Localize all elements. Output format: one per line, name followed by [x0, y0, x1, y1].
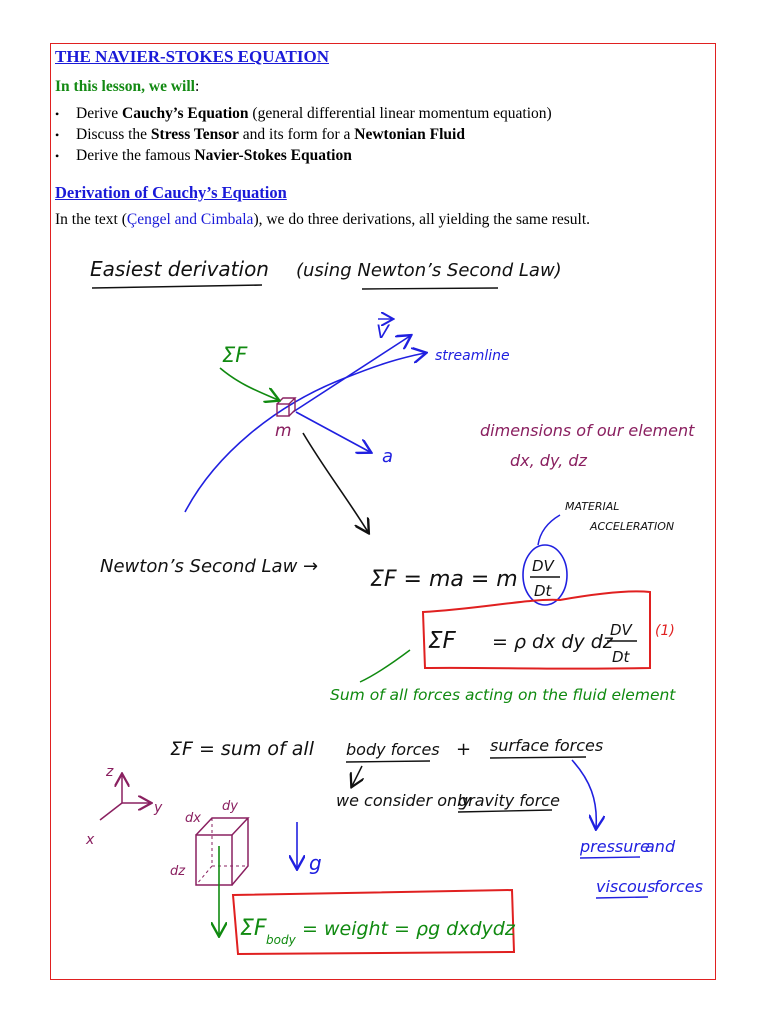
dx-label: dx: [185, 811, 201, 826]
plus-sign: +: [456, 739, 472, 760]
force-decomposition: ΣF = sum of all: [170, 738, 314, 760]
gravity-force-label: gravity force: [458, 791, 560, 810]
section-heading: Derivation of Cauchy’s Equation: [55, 183, 287, 202]
velocity-label: V: [376, 321, 389, 343]
surface-forces-label: surface forces: [490, 736, 604, 755]
easiest-derivation-note: Easiest derivation: [90, 257, 269, 281]
derivation-arrow: [303, 433, 368, 532]
weight-equation: = weight = ρg dxdydz: [302, 918, 515, 940]
underline: [596, 897, 648, 898]
material-label: MATERIAL: [565, 500, 620, 513]
objective-emphasis: Navier-Stokes Equation: [194, 147, 352, 164]
dv-numerator: DV: [532, 557, 554, 575]
pointer-line: [360, 650, 410, 682]
sentence-text: In the text (: [55, 211, 127, 228]
body-force-arrow: [352, 766, 362, 786]
underline: [458, 810, 552, 812]
underline: [490, 757, 586, 758]
momentum-equation: ΣF = ma = m: [370, 567, 518, 592]
sentence-text: ), we do three derivations, all yielding the same result.: [253, 211, 591, 228]
dimensions-note: dimensions of our element: [480, 421, 695, 440]
objective-text: Derive the famous: [76, 147, 195, 164]
dv-numerator: DV: [610, 621, 632, 639]
equation-1-lhs: ΣF: [428, 628, 456, 654]
objective-text: (general differential linear momentum equation): [248, 105, 552, 122]
consider-note: we consider only: [336, 791, 472, 810]
objective-text: Derive: [76, 105, 123, 122]
streamline-curve: [185, 353, 425, 512]
objective-emphasis: Stress Tensor: [150, 126, 239, 143]
objective-text: and its form for a: [238, 126, 355, 143]
intro-colon: :: [194, 78, 200, 95]
acceleration-caption: ACCELERATION: [590, 520, 675, 533]
objective-emphasis: Newtonian Fluid: [354, 126, 465, 143]
y-axis-label: y: [154, 800, 163, 816]
underline: [92, 285, 262, 288]
document-title: THE NAVIER-STOKES EQUATION: [55, 47, 329, 66]
equation-1-rhs: = ρ dx dy dz: [492, 631, 613, 653]
dt-denominator: Dt: [534, 582, 552, 600]
z-axis-label: z: [106, 764, 114, 780]
streamline-label: streamline: [435, 348, 510, 364]
mass-label: m: [275, 421, 292, 441]
intro-label: In this lesson, we will: [55, 78, 195, 95]
newton-second-law-note: Newton’s Second Law →: [100, 556, 319, 577]
dt-denominator: Dt: [612, 648, 630, 666]
underline: [362, 288, 498, 289]
pressure-label: pressure: [580, 837, 650, 856]
surface-force-arrow: [572, 760, 596, 828]
callout-line: [538, 515, 560, 545]
equation-number: (1): [655, 623, 675, 639]
sum-of-forces-note: Sum of all forces acting on the fluid element: [330, 686, 676, 704]
acceleration-label: a: [382, 446, 394, 467]
velocity-vector-arrow: [293, 336, 410, 412]
force-arrow: [220, 368, 278, 400]
gravity-symbol: g: [309, 851, 322, 875]
body-forces-label: body forces: [346, 740, 440, 759]
acceleration-vector-arrow: [296, 412, 370, 452]
objective-text: Discuss the: [76, 126, 151, 143]
dz-label: dz: [170, 864, 186, 879]
x-axis-label: x: [86, 832, 95, 848]
sum-force-label: ΣF: [222, 343, 248, 367]
dimensions-values: dx, dy, dz: [510, 451, 587, 470]
dy-label: dy: [222, 799, 238, 814]
forces-label: forces: [654, 877, 703, 896]
body-force-sum: ΣF: [240, 916, 267, 941]
underline: [580, 857, 640, 858]
textbook-citation[interactable]: Çengel and Cimbala: [126, 211, 254, 228]
using-newton-note: (using Newton’s Second Law): [296, 260, 562, 281]
viscous-label: viscous: [596, 877, 656, 896]
and-label: and: [645, 837, 676, 856]
coordinate-axes-icon: [100, 775, 150, 820]
underline: [346, 761, 430, 762]
objective-emphasis: Cauchy’s Equation: [122, 105, 249, 122]
body-subscript: body: [266, 933, 296, 947]
fluid-element-box-icon: [196, 818, 248, 885]
